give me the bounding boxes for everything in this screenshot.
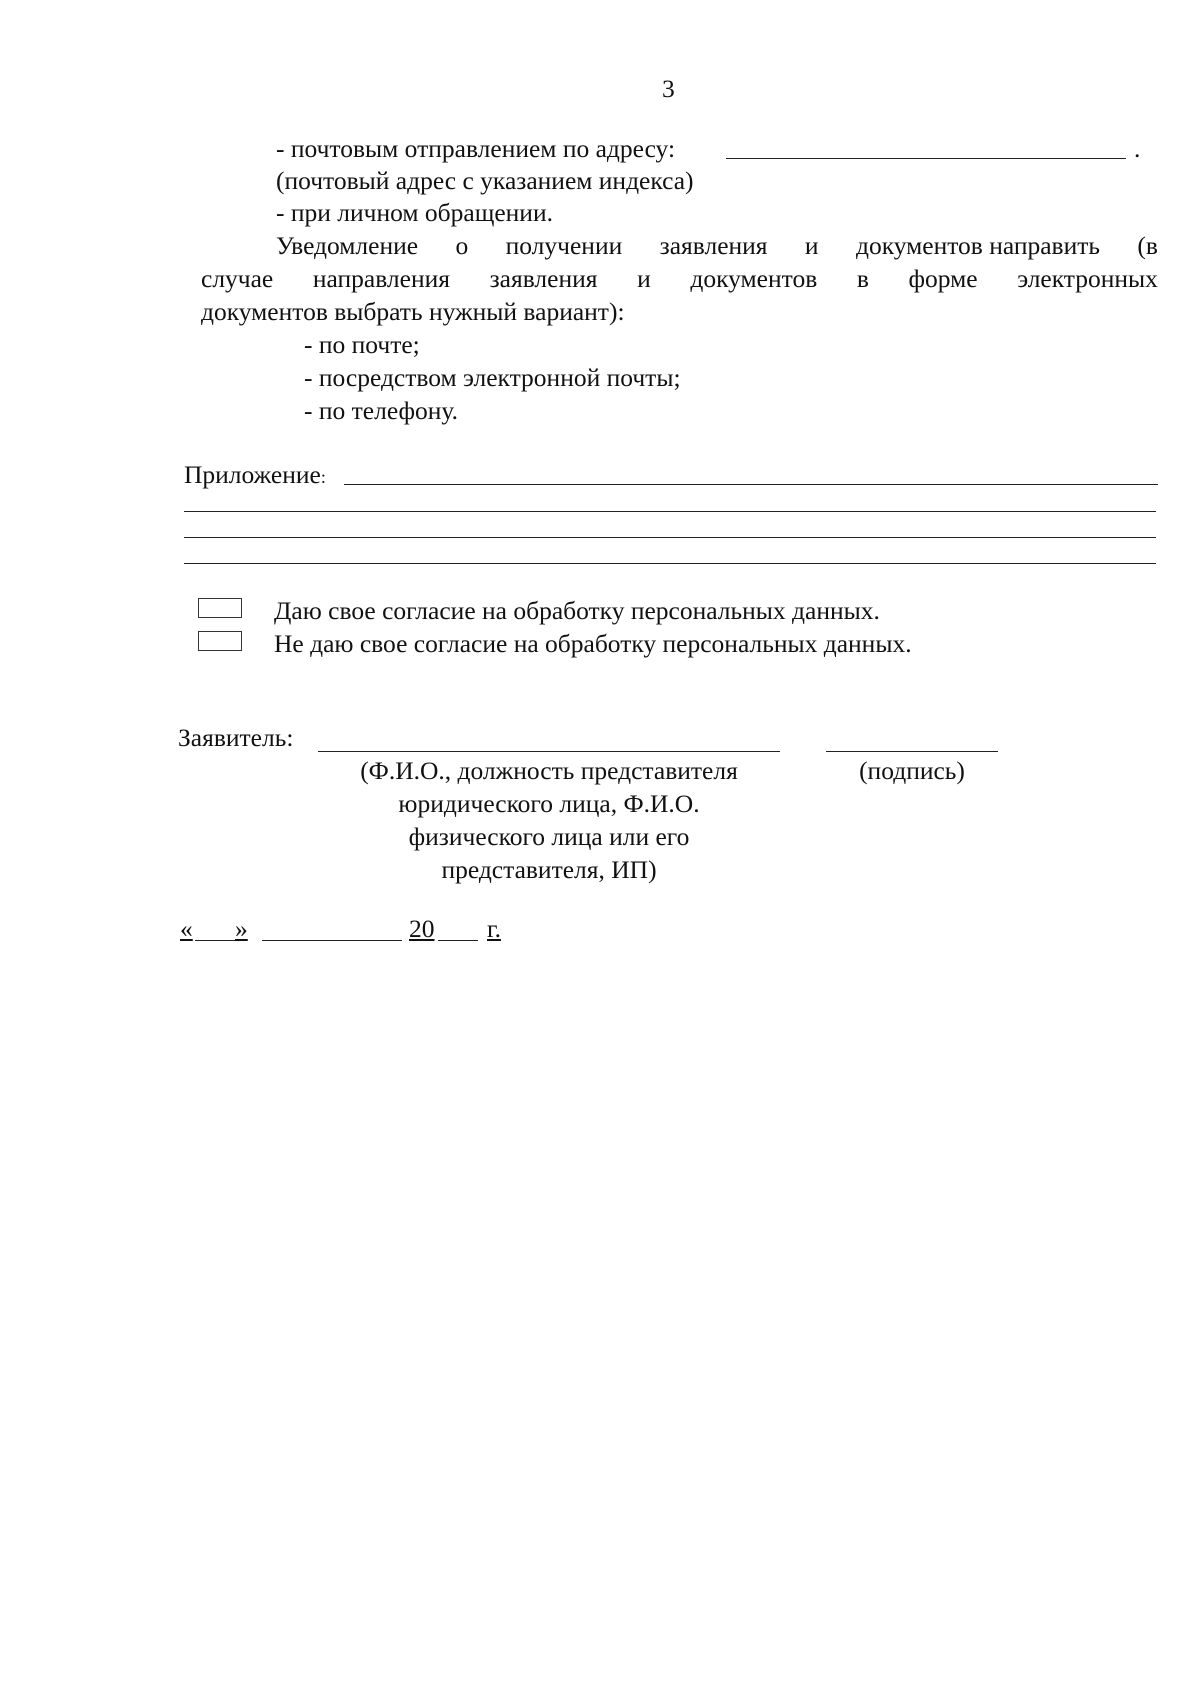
notification-option-phone: - по телефону. [304, 396, 458, 425]
notification-option-email: - посредством электронной почты; [304, 363, 681, 392]
consent-give-checkbox[interactable] [198, 598, 242, 618]
date-year-field[interactable] [438, 940, 478, 941]
attachment-line-3[interactable] [184, 537, 1156, 538]
notification-word: о [455, 231, 469, 260]
notification-line-3: документов выбрать нужный вариант): [201, 297, 625, 326]
mail-address-end: . [1134, 134, 1141, 163]
notification-word: и [637, 264, 651, 293]
applicant-label: Заявитель: [178, 723, 294, 752]
name-hint-line-1: (Ф.И.О., должность представителя [360, 756, 738, 785]
mail-address-field[interactable] [726, 158, 1126, 159]
notification-word: заявления [659, 231, 768, 260]
date-month-field[interactable] [262, 940, 402, 941]
signature-hint: (подпись) [859, 756, 965, 785]
attachment-label-text: Приложение [184, 460, 321, 489]
consent-refuse-label: Не даю свое согласие на обработку персональных данных. [274, 629, 912, 658]
date-open-quote: « [180, 914, 193, 943]
attachment-colon: : [320, 467, 326, 487]
notification-word: направления [312, 264, 450, 293]
notification-word: Уведомление [276, 231, 419, 260]
notification-option-mail: - по почте; [304, 330, 420, 359]
name-hint-line-4: представителя, ИП) [441, 855, 657, 884]
applicant-signature-field[interactable] [826, 751, 998, 752]
name-hint-line-3: физического лица или его [408, 822, 690, 851]
attachment-line-1[interactable] [344, 484, 1158, 485]
notification-word: электронных [1017, 264, 1158, 293]
applicant-name-field[interactable] [318, 751, 780, 752]
notification-word: документов [690, 264, 818, 293]
date-year-suffix: г. [487, 914, 501, 943]
notification-word: (в [1137, 231, 1158, 260]
attachment-label [184, 462, 326, 488]
mail-address-hint: (почтовый адрес с указанием индекса) [276, 166, 694, 195]
notification-word: случае [201, 264, 274, 293]
notification-word: получении [505, 231, 623, 260]
notification-line-1 [276, 233, 1158, 259]
consent-give-label: Даю свое согласие на обработку персональных данных. [274, 596, 880, 625]
notification-word: в [856, 264, 869, 293]
date-day-field[interactable] [195, 940, 235, 941]
notification-line-2 [201, 266, 1158, 292]
in-person-option: - при личном обращении. [276, 198, 553, 227]
notification-word: форме [908, 264, 978, 293]
notification-word: и [804, 231, 819, 260]
consent-refuse-checkbox[interactable] [198, 631, 242, 651]
name-hint-line-2: юридического лица, Ф.И.О. [398, 789, 700, 818]
date-year-prefix: 20 [409, 914, 435, 943]
date-close-quote: » [235, 914, 248, 943]
notification-word: заявления [489, 264, 598, 293]
attachment-line-4[interactable] [184, 563, 1156, 564]
mail-delivery-label: - почтовым отправлением по адресу: [276, 134, 676, 163]
notification-word: документов направить [855, 231, 1101, 260]
attachment-line-2[interactable] [184, 511, 1156, 512]
page-number: 3 [662, 74, 675, 103]
